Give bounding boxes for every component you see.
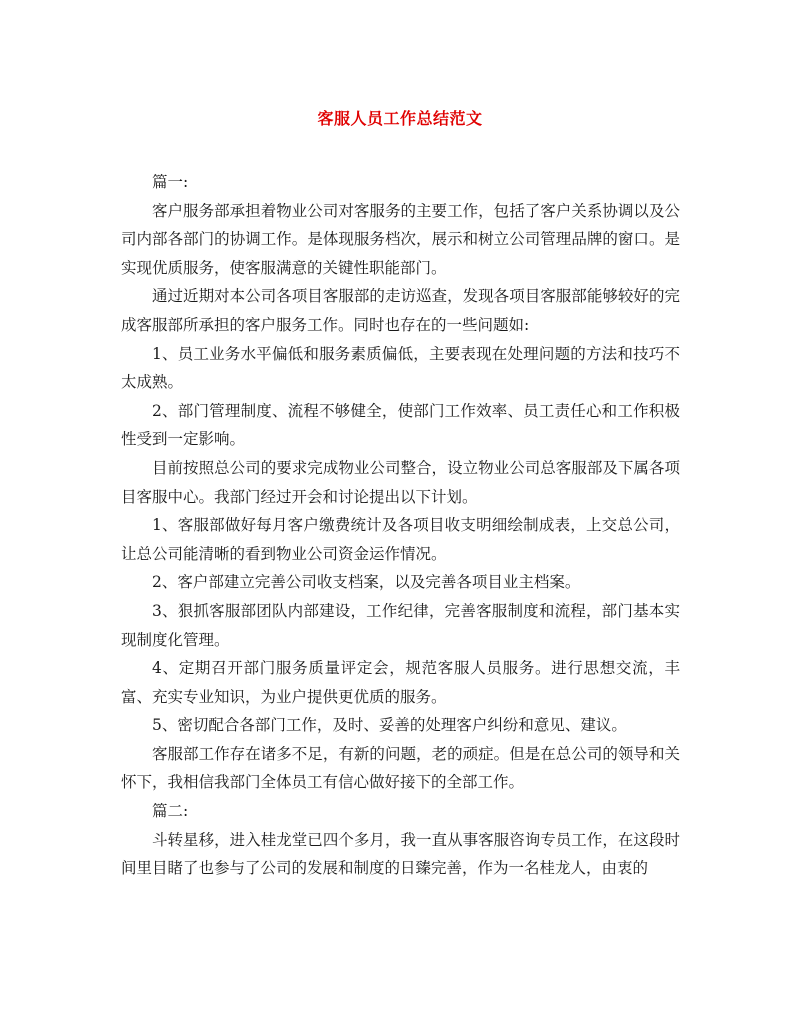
list-item: 2、部门管理制度、流程不够健全，使部门工作效率、员工责任心和工作积极性受到一定影响。 — [121, 401, 680, 449]
list-item: 5、密切配合各部门工作，及时、妥善的处理客户纠纷和意见、建议。 — [152, 716, 627, 735]
paragraph: 通过近期对本公司各项目客服部的走访巡查，发现各项目客服部能够较好的完成客服部所承担的客户服务工作。同时也存在的一些问题如: — [121, 287, 680, 334]
list-item: 4、定期召开部门服务质量评定会，规范客服人员服务。进行思想交流，丰富、充实专业知识，为业户提供更优质的服务。 — [121, 659, 680, 706]
list-item: 1、员工业务水平偏低和服务素质偏低，主要表现在处理问题的方法和技巧不太成熟。 — [121, 344, 680, 392]
paragraph: 客服部工作存在诸多不足，有新的问题，老的顽症。但是在总公司的领导和关怀下，我相信我部门全体员工有信心做好接下的全部工作。 — [121, 744, 680, 792]
paragraph: 斗转星移，进入桂龙堂已四个多月，我一直从事客服咨询专员工作，在这段时间里目睹了也参与了公司的发展和制度的日臻完善，作为一名桂龙人，由衷的 — [121, 830, 680, 878]
list-item: 3、狠抓客服部团队内部建设，工作纪律，完善客服制度和流程，部门基本实现制度化管理。 — [121, 601, 680, 649]
list-item: 1、客服部做好每月客户缴费统计及各项目收支明细绘制成表，上交总公司，让总公司能清晰的看到物业公司资金运作情况。 — [121, 516, 680, 563]
paragraph: 目前按照总公司的要求完成物业公司整合，设立物业公司总客服部及下属各项目客服中心。我部门经过开会和讨论提出以下计划。 — [121, 458, 680, 506]
paragraph-section-two-heading: 篇二: — [152, 802, 189, 821]
paragraph-section-one-heading: 篇一: — [152, 173, 189, 191]
paragraph: 客户服务部承担着物业公司对客服务的主要工作，包括了客户关系协调以及公司内部各部门的协调工作。是体现服务档次，展示和树立公司管理品牌的窗口。是实现优质服务，使客服满意的关键性职能部门。 — [121, 201, 680, 277]
document-body — [121, 168, 680, 883]
document-title: 客服人员工作总结范文 — [317, 109, 483, 128]
list-item: 2、客户部建立完善公司收支档案，以及完善各项目业主档案。 — [152, 573, 581, 592]
